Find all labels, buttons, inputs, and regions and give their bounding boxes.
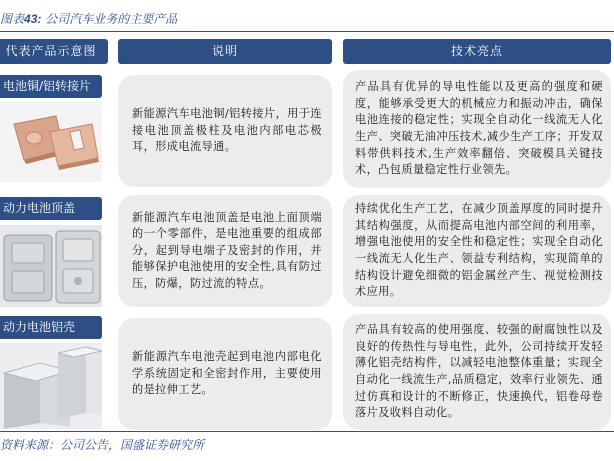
- product-image-top-cover: [0, 225, 102, 307]
- product-image-connector: [0, 102, 102, 182]
- copper-connector-icon: [0, 102, 102, 182]
- description-text-top-cover: 新能源汽车电池顶盖是电池上面顶端的一个零部件，是电池重要的组成部分，起到导电端子及密封的作用，并能够保护电池使用的安全性,具有防过压，防爆，防过流的特点。: [132, 210, 322, 290]
- tech-cell-connector: [343, 70, 611, 188]
- tech-cell-top-cover: [343, 195, 611, 307]
- product-name-connector: 电池铜/铝转接片: [0, 75, 102, 98]
- tech-text-aluminum-shell: 产品具有较高的使用强度、较强的耐腐蚀性以及良好的传热性与导电性，此外，公司持续开发轻薄化铝壳结构件，以减轻电池整体重量；实现全自动化一线流生产,品质稳定，效率行业领先、通过仿真和设计的不断修正，快速换代，铝卷母卷落片及收料自动化。: [355, 323, 603, 420]
- figure-title-text: 公司汽车业务的主要产品: [45, 12, 178, 26]
- aluminum-shell-icon: [0, 343, 102, 429]
- figure-number: 43:: [24, 12, 42, 26]
- tech-text-top-cover: 持续优化生产工艺，在减少顶盖厚度的同时提升其结构强度，从而提高电池内部空间的利用率，增强电池使用的安全性和稳定性；实现全自动化一线流无人化生产、领益专利结构，实现简单的结构设计避免细微的铝金属丝产生、视觉检测技术应用。: [355, 202, 603, 299]
- header-description: 说明: [118, 39, 332, 64]
- source-note: 资料来源：公司公告，国盛证券研究所: [0, 438, 205, 452]
- product-name-top-cover: 动力电池顶盖: [0, 197, 102, 220]
- tech-text-connector: 产品具有优异的导电性能以及更高的强度和硬度，能够承受更大的机械应力和振动冲击，确保电池连接的稳定性；实现全自动化一线流无人化生产、突破无油冲压技术,减少生产工序；开发双料带供料技术,生产效率翻倍、突破模具关键技术，凸包质量稳定性行业领先。: [355, 80, 603, 177]
- header-tech-highlights: 技术亮点: [343, 39, 611, 64]
- figure-title: 图表43: 公司汽车业务的主要产品: [0, 12, 178, 26]
- tech-cell-aluminum-shell: [343, 314, 611, 430]
- battery-top-cover-icon: [0, 225, 102, 307]
- description-cell-aluminum-shell: [118, 318, 332, 430]
- description-cell-top-cover: [118, 195, 332, 307]
- product-name-aluminum-shell: 动力电池铝壳: [0, 316, 102, 339]
- description-cell-connector: [118, 75, 332, 187]
- header-product-image: 代表产品示意图: [0, 39, 108, 64]
- description-text-connector: 新能源汽车电池铜/铝转接片，用于连接电池顶盖极柱及电池内部电芯极耳，形成电流导通。: [132, 107, 322, 154]
- description-text-aluminum-shell: 新能源汽车电池壳起到电池内部电化学系统固定和全密封作用，主要使用的是拉伸工艺。: [132, 350, 322, 397]
- top-rule: [0, 31, 614, 32]
- bottom-rule: [0, 431, 614, 432]
- product-image-aluminum-shell: [0, 343, 102, 429]
